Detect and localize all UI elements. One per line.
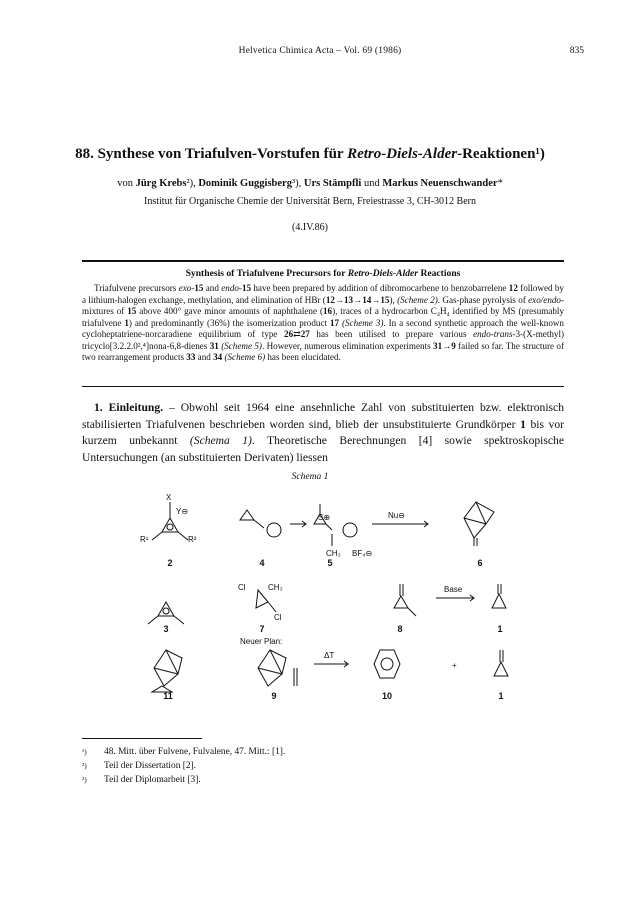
- compound-label: 7: [259, 624, 265, 634]
- atom-r1: R¹: [140, 535, 149, 544]
- compound-label: 4: [259, 558, 265, 568]
- structure-5: [314, 504, 357, 546]
- atom-s-plus: S⊕: [318, 513, 331, 522]
- scheme-title: Schema 1: [291, 472, 329, 482]
- structure-1-bottom: [494, 650, 508, 676]
- article-title: 88. Synthese von Triafulven-Vorstufen für Retro-Diels-Alder-Reaktionen¹): [75, 146, 545, 162]
- label-neuer-plan: Neuer Plan:: [240, 637, 283, 646]
- compound-label: 1: [497, 624, 503, 634]
- compound-label: 8: [397, 624, 403, 634]
- institute: Institut für Organische Chemie der Universität Bern, Freiestrasse 3, CH-3012 Bern: [144, 196, 476, 207]
- compound-label: 3: [163, 624, 169, 634]
- structure-1-top: [492, 584, 506, 608]
- arrow-4-5: [290, 521, 306, 527]
- atom-ch3: CH₃: [326, 549, 341, 558]
- abstract-bottom-rule: [82, 386, 564, 387]
- structure-4: [240, 510, 281, 537]
- compound-label: 2: [167, 558, 173, 568]
- atom-cl-7: Cl: [274, 613, 282, 622]
- label-base: Base: [444, 585, 463, 594]
- label-delta-t: ΔT: [324, 651, 335, 660]
- atom-r2: R²: [188, 535, 197, 544]
- structure-6: [464, 502, 494, 546]
- running-head: Helvetica Chimica Acta – Vol. 69 (1986): [238, 46, 402, 56]
- structure-3: [148, 602, 184, 624]
- compound-label: 1: [498, 691, 504, 700]
- structure-11: [152, 650, 182, 692]
- atom-y-minus: Y⊖: [176, 507, 189, 516]
- scheme-1: [82, 480, 564, 700]
- abstract-title: Synthesis of Triafulvene Precursors for Retro-Diels-Alder Reactions: [185, 268, 461, 279]
- compound-label: 10: [381, 691, 393, 700]
- page-number: 835: [569, 46, 584, 56]
- atom-bf4: BF₄⊖: [352, 549, 373, 558]
- compound-label: 11: [163, 691, 173, 700]
- structure-9: [258, 650, 297, 686]
- structure-8: [394, 584, 416, 616]
- arrow-delta-t: [314, 661, 348, 667]
- abstract-text: Triafulvene precursors exo-15 and endo-15 have been prepared by addition of dibromocarbene to benzobarrelene 12 followed by a lithium-halogen exchange, methylation, and elimination of HBr (12→13→14→15), (Scheme 2). Gas-phase pyrolysis of exo/endo-mixtures of 15 above 400° gave minor amounts of naphthalene (16), traces of a hydrocarbon C₄H₄ identified by MS (presumably triafulvene 1) and predominantly (36%) the isomerization product 17 (Scheme 3). In a second synthetic approach the well-known cycloheptatriene-norcaradiene equilibrium of type 26⇄27 has been utilised to prepare various endo-trans-3-(X-methyl) tricyclo[3.2.2.0²,⁴]nona-6,8-dienes 31 (Scheme 5). However, numerous elimination experiments 31→9 failed so far. The structure of two rearrangement products 33 and 34 (Scheme 6) has been elucidated.: [82, 283, 564, 362]
- scheme-1-drawing: [82, 480, 564, 700]
- received-date: (4.IV.86): [292, 222, 328, 233]
- footnote: ¹) 48. Mitt. über Fulvene, Fulvalene, 47. Mitt.: [1].: [82, 747, 286, 757]
- compound-label: 9: [271, 691, 277, 700]
- footnote: ²) Teil der Dissertation [2].: [82, 761, 197, 771]
- compound-label: 5: [327, 558, 333, 568]
- structure-10: [374, 650, 400, 678]
- atom-nu: Nu⊖: [388, 511, 405, 520]
- atom-ch3-7: CH₃: [268, 583, 283, 592]
- atom-x: X: [166, 493, 172, 502]
- arrow-5-6: [372, 521, 428, 527]
- intro-paragraph: 1. Einleitung. – Obwohl seit 1964 eine ansehnliche Zahl von substituierten bzw. elektronisch stabilisierten Triafulvenen beschrieben worden sind, blieb der unsubstituierte Grundkörper 1 bis vor kurzem unbekannt (Schema 1). Theoretische Berechnungen [4] sowie spektroskopische Untersuchungen (an substituierten Derivaten) liessen: [82, 401, 565, 464]
- footnote: ³) Teil der Diplomarbeit [3].: [82, 775, 201, 785]
- structure-7: [256, 590, 276, 612]
- atom-cl: Cl: [238, 583, 246, 592]
- abstract-top-rule: [82, 260, 564, 262]
- footnotes: [82, 745, 564, 787]
- label-plus: +: [452, 661, 457, 670]
- footnote-rule: [82, 738, 202, 739]
- authors-line: von Jürg Krebs²), Dominik Guggisberg³), Urs Stämpfli und Markus Neuenschwander*: [117, 178, 503, 189]
- arrow-base: [436, 595, 474, 601]
- compound-label: 6: [477, 558, 483, 568]
